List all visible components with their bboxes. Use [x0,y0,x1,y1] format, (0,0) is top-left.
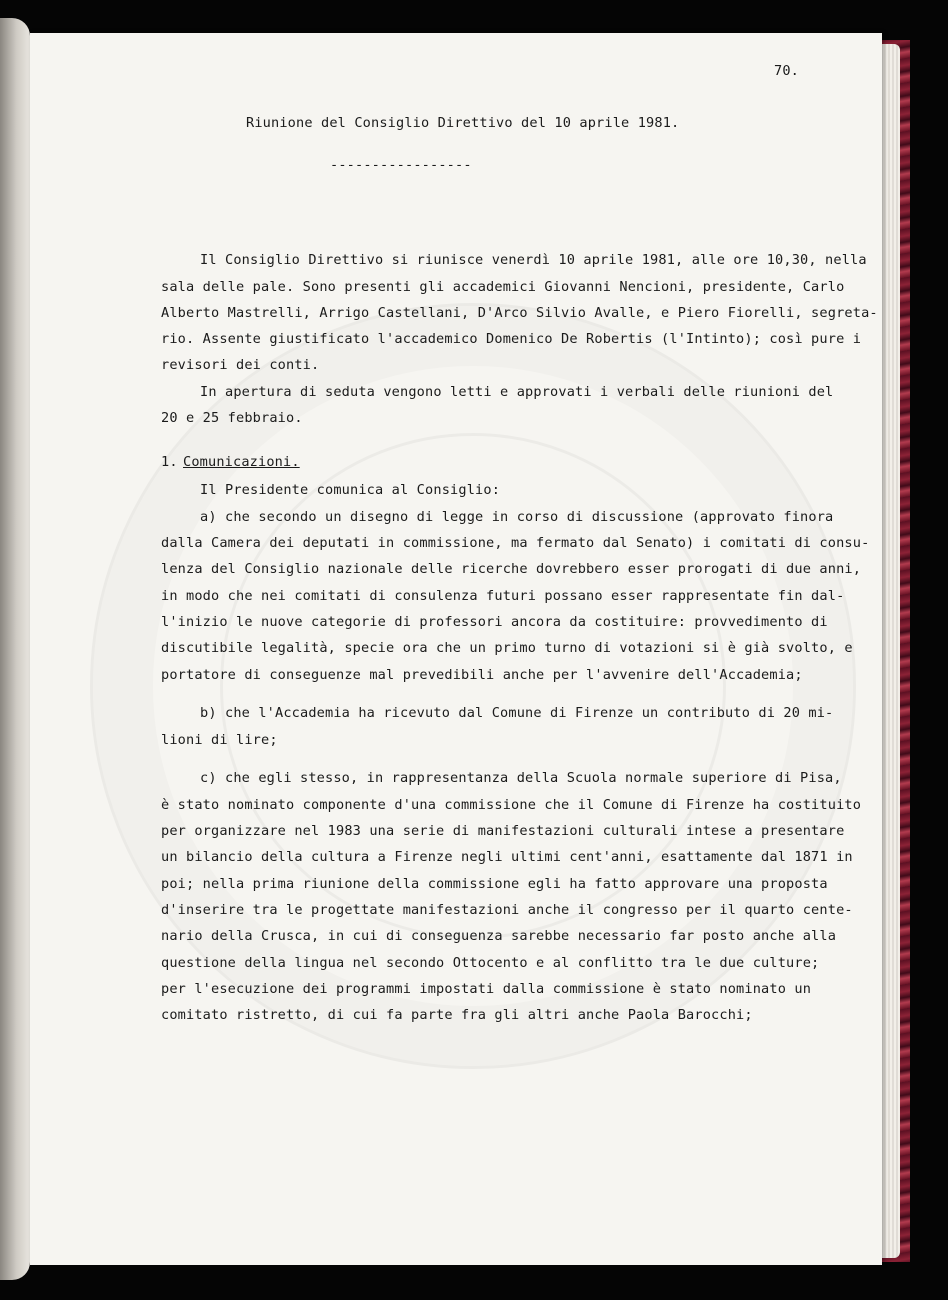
text-line: per organizzare nel 1983 una serie di manifestazioni culturali intese a presentare [161,823,845,839]
text-line: nario della Crusca, in cui di conseguenza sarebbe necessario far posto anche alla [161,928,837,944]
paragraph-line: Il Consiglio Direttivo si riunisce venerdì 10 aprile 1981, alle ore 10,30, nella [200,252,867,268]
text-line: d'inserire tra le progettate manifestazioni anche il congresso per il quarto cente- [161,902,853,918]
paragraph-line: revisori dei conti. [161,357,320,373]
paragraph-line: Alberto Mastrelli, Arrigo Castellani, D'Arco Silvio Avalle, e Piero Fiorelli, segreta- [161,305,878,321]
section-title: Comunicazioni. [183,454,300,470]
page-title: Riunione del Consiglio Direttivo del 10 aprile 1981. [246,115,680,131]
text-line: poi; nella prima riunione della commissione egli ha fatto approvare una proposta [161,876,828,892]
text-line: discutibile legalità, specie ora che un primo turno di votazioni si è già svolto, e [161,640,853,656]
text-line: comitato ristretto, di cui fa parte fra gli altri anche Paola Barocchi; [161,1007,753,1023]
text-line: dalla Camera dei deputati in commissione, ma fermato dal Senato) i comitati di consu- [161,535,870,551]
text-line: un bilancio della cultura a Firenze negli ultimi cent'anni, esattamente dal 1871 in [161,849,853,865]
section-number: 1. [161,454,178,470]
paragraph-line: In apertura di seduta vengono letti e approvati i verbali delle riunioni del [200,384,834,400]
text-line: lioni di lire; [161,732,278,748]
text-line: a) che secondo un disegno di legge in corso di discussione (approvato finora [200,509,834,525]
text-line: l'inizio le nuove categorie di professori ancora da costituire: provvedimento di [161,614,828,630]
text-line: Il Presidente comunica al Consiglio: [200,482,501,498]
text-line: lenza del Consiglio nazionale delle ricerche dovrebbero esser prorogati di due anni, [161,561,862,577]
text-line: b) che l'Accademia ha ricevuto dal Comune di Firenze un contributo di 20 mi- [200,705,834,721]
text-line: per l'esecuzione dei programmi impostati dalla commissione è stato nominato un [161,981,812,997]
text-line: portatore di conseguenze mal prevedibili anche per l'avvenire dell'Accademia; [161,667,803,683]
document-page [30,33,882,1265]
title-rule: ----------------- [330,157,472,173]
facing-page-edge [0,18,30,1280]
text-line: in modo che nei comitati di consulenza futuri possano esser rappresentate fin dal- [161,588,845,604]
paragraph-line: rio. Assente giustificato l'accademico Domenico De Robertis (l'Intinto); così pure i [161,331,862,347]
paragraph-line: sala delle pale. Sono presenti gli accademici Giovanni Nencioni, presidente, Carlo [161,279,845,295]
page-number: 70. [774,63,800,79]
paragraph-line: 20 e 25 febbraio. [161,410,303,426]
text-line: è stato nominato componente d'una commissione che il Comune di Firenze ha costituito [161,797,862,813]
text-line: questione della lingua nel secondo Ottocento e al conflitto tra le due culture; [161,955,820,971]
text-line: c) che egli stesso, in rappresentanza della Scuola normale superiore di Pisa, [200,770,842,786]
